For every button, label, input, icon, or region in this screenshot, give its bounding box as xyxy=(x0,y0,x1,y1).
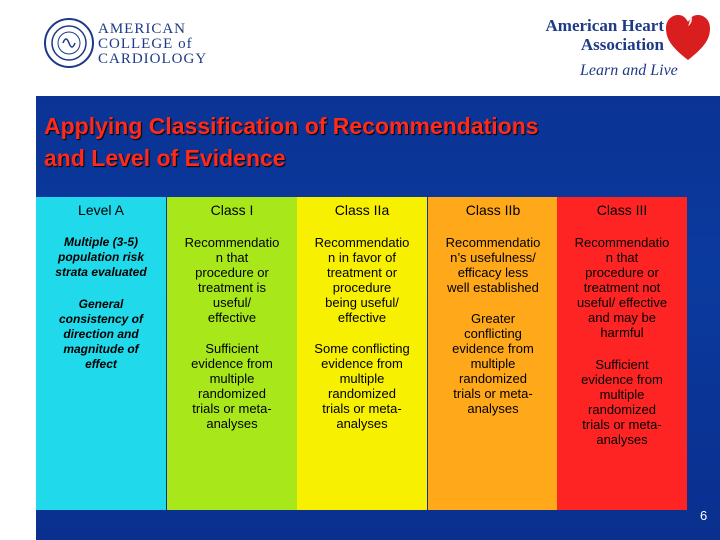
text-line: conflicting xyxy=(464,326,522,341)
text-line: Sufficient xyxy=(205,341,259,356)
column-class-iib xyxy=(428,197,558,510)
text-line: being useful/ xyxy=(325,295,399,310)
text-line: analyses xyxy=(206,416,258,431)
text-line: treatment is xyxy=(198,280,266,295)
text-line: treatment or xyxy=(326,265,398,280)
text-line: Recommendatio xyxy=(314,235,410,250)
text-line: procedure or xyxy=(195,265,269,280)
text-line: Sufficient xyxy=(595,357,649,372)
text-line: multiple xyxy=(209,371,255,386)
column-heading: Class IIa xyxy=(334,202,390,218)
text-line: trials or meta- xyxy=(322,401,402,416)
title-line: and Level of Evidence xyxy=(44,145,286,171)
text-line: evidence from xyxy=(581,372,663,387)
text-line: Recommendatio xyxy=(184,235,280,250)
column-block1 xyxy=(561,235,683,340)
text-line: efficacy less xyxy=(457,265,529,280)
text-line: Multiple (3-5) xyxy=(64,235,138,249)
text-line: analyses xyxy=(336,416,388,431)
aha-line: American Heart xyxy=(545,16,664,35)
column-class-i xyxy=(167,197,297,510)
text-line: useful/ xyxy=(212,295,252,310)
column-block2 xyxy=(301,341,423,431)
text-line: General xyxy=(78,297,124,311)
text-line: evidence from xyxy=(191,356,273,371)
text-line: consistency of xyxy=(58,312,144,326)
column-class-iii xyxy=(557,197,687,510)
text-line: harmful xyxy=(600,325,644,340)
column-block1 xyxy=(301,235,423,325)
text-line: useful/ effective xyxy=(576,295,668,310)
column-block2 xyxy=(171,341,293,431)
text-line: procedure xyxy=(332,280,392,295)
text-line: effective xyxy=(207,310,257,325)
text-line: trials or meta- xyxy=(192,401,272,416)
text-line: multiple xyxy=(599,387,645,402)
text-line: trials or meta- xyxy=(453,386,533,401)
text-line: randomized xyxy=(328,386,396,401)
column-heading: Class IIb xyxy=(465,202,521,218)
aha-tagline: Learn and Live xyxy=(580,62,678,79)
text-line: randomized xyxy=(459,371,527,386)
column-block1 xyxy=(40,235,162,280)
text-line: Some conflicting xyxy=(314,341,410,356)
column-block1 xyxy=(432,235,554,295)
page-number: 6 xyxy=(700,508,708,523)
text-line: n that xyxy=(605,250,639,265)
text-line: randomized xyxy=(198,386,266,401)
text-line: multiple xyxy=(339,371,385,386)
column-heading: Class I xyxy=(210,202,254,218)
text-line: n that xyxy=(215,250,249,265)
text-line: multiple xyxy=(470,356,516,371)
column-block2 xyxy=(561,357,683,447)
acc-line: AMERICAN xyxy=(98,21,187,37)
title-line: Applying Classification of Recommendations xyxy=(44,113,539,139)
left-white-bar xyxy=(0,96,36,540)
text-line: direction and xyxy=(63,327,139,341)
text-line: effect xyxy=(85,357,117,371)
text-line: strata evaluated xyxy=(55,265,147,279)
column-heading: Level A xyxy=(78,202,124,218)
text-line: analyses xyxy=(596,432,648,447)
acc-line: COLLEGE of xyxy=(98,36,193,52)
acc-wordmark xyxy=(98,22,207,67)
text-line: n in favor of xyxy=(328,250,396,265)
text-line: and may be xyxy=(588,310,656,325)
aha-heart-torch-icon xyxy=(664,8,712,69)
text-line: n’s usefulness/ xyxy=(450,250,536,265)
text-line: analyses xyxy=(467,401,519,416)
text-line: Recommendatio xyxy=(574,235,670,250)
text-line: magnitude of xyxy=(63,342,139,356)
text-line: Recommendatio xyxy=(445,235,541,250)
acc-seal-icon xyxy=(44,18,94,68)
text-line: Greater xyxy=(470,311,516,326)
text-line: population risk xyxy=(57,250,144,264)
aha-wordmark xyxy=(540,16,664,54)
column-block2 xyxy=(432,311,554,416)
text-line: procedure or xyxy=(585,265,659,280)
text-line: randomized xyxy=(588,402,656,417)
aha-line: Association xyxy=(580,35,664,54)
column-block2 xyxy=(40,297,162,372)
text-line: well established xyxy=(447,280,539,295)
column-heading: Class III xyxy=(596,202,648,218)
column-level-a xyxy=(36,197,166,510)
text-line: evidence from xyxy=(321,356,403,371)
text-line: trials or meta- xyxy=(582,417,662,432)
column-block1 xyxy=(171,235,293,325)
text-line: effective xyxy=(337,310,387,325)
acc-line: CARDIOLOGY xyxy=(98,51,208,67)
text-line: treatment not xyxy=(583,280,661,295)
column-class-iia xyxy=(297,197,427,510)
slide-title xyxy=(44,110,684,174)
text-line: evidence from xyxy=(452,341,534,356)
